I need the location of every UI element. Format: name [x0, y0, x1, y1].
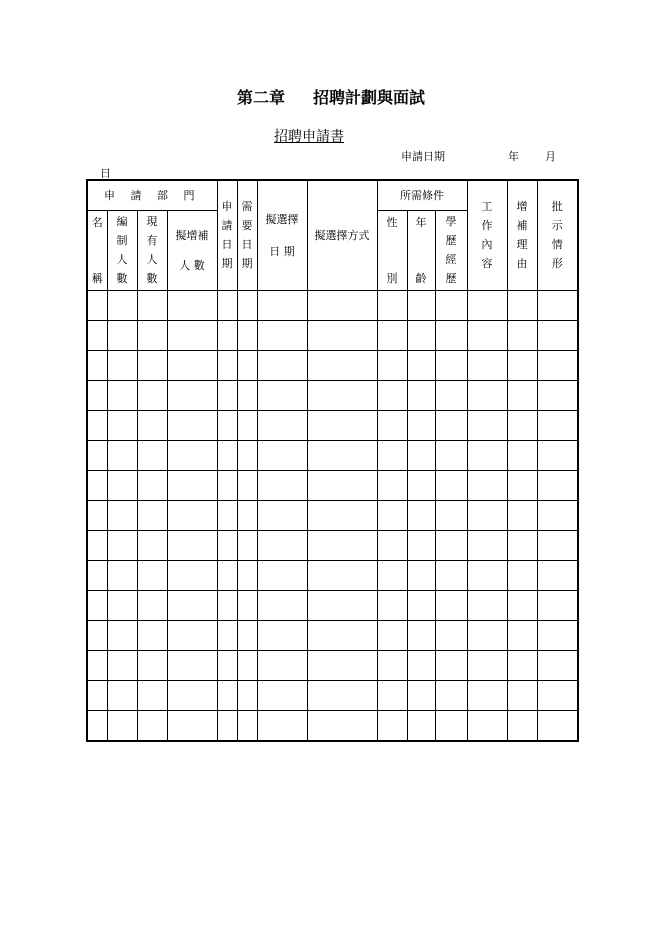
blank-cell[interactable]: [467, 380, 507, 410]
blank-cell[interactable]: [217, 560, 237, 590]
blank-rows: [87, 290, 578, 741]
sex-bottom: 別: [386, 272, 398, 285]
blank-cell[interactable]: [87, 470, 107, 500]
blank-cell[interactable]: [237, 320, 257, 350]
age-top: 年: [415, 216, 427, 229]
blank-cell[interactable]: [107, 410, 137, 440]
blank-cell[interactable]: [435, 530, 467, 560]
blank-cell[interactable]: [537, 350, 578, 380]
blank-cell[interactable]: [435, 410, 467, 440]
blank-cell[interactable]: [237, 410, 257, 440]
blank-cell[interactable]: [507, 710, 537, 741]
blank-cell[interactable]: [87, 500, 107, 530]
reason-char: 由: [516, 257, 528, 271]
table-row: [87, 290, 578, 320]
apply-date-char: 日: [221, 238, 233, 252]
blank-cell[interactable]: [257, 530, 307, 560]
blank-cell[interactable]: [377, 560, 407, 590]
blank-cell[interactable]: [257, 590, 307, 620]
current-char: 人: [146, 253, 158, 266]
name-bottom: 稱: [91, 272, 103, 285]
blank-cell[interactable]: [257, 650, 307, 680]
blank-cell[interactable]: [467, 650, 507, 680]
current-char: 有: [146, 234, 158, 247]
blank-cell[interactable]: [435, 710, 467, 741]
sex-header: [377, 210, 407, 290]
select-date-top: 擬選擇: [265, 213, 299, 227]
work-char: 容: [481, 257, 493, 271]
blank-cell[interactable]: [377, 620, 407, 650]
blank-cell[interactable]: [507, 320, 537, 350]
add-count-bottom: 人 數: [179, 259, 205, 272]
blank-cell[interactable]: [407, 710, 435, 741]
blank-cell[interactable]: [537, 590, 578, 620]
blank-cell[interactable]: [407, 410, 435, 440]
blank-cell[interactable]: [407, 470, 435, 500]
reason-char: 補: [516, 219, 528, 233]
blank-cell[interactable]: [507, 350, 537, 380]
blank-cell[interactable]: [217, 380, 237, 410]
blank-cell[interactable]: [537, 530, 578, 560]
blank-cell[interactable]: [407, 620, 435, 650]
table-row: [87, 470, 578, 500]
edu-char: 經: [445, 253, 457, 266]
blank-cell[interactable]: [435, 560, 467, 590]
reason-char: 理: [516, 238, 528, 252]
blank-cell[interactable]: [87, 560, 107, 590]
current-header: [137, 210, 167, 290]
education-header: [435, 210, 467, 290]
blank-cell[interactable]: [237, 710, 257, 741]
blank-cell[interactable]: [167, 590, 217, 620]
blank-cell[interactable]: [217, 410, 237, 440]
blank-cell[interactable]: [107, 620, 137, 650]
blank-cell[interactable]: [307, 350, 377, 380]
table-row: [87, 500, 578, 530]
blank-cell[interactable]: [167, 470, 217, 500]
quota-char: 數: [116, 272, 128, 285]
blank-cell[interactable]: [507, 410, 537, 440]
blank-cell[interactable]: [167, 350, 217, 380]
blank-cell[interactable]: [137, 590, 167, 620]
blank-cell[interactable]: [407, 590, 435, 620]
blank-cell[interactable]: [407, 560, 435, 590]
current-char: 現: [146, 215, 158, 228]
name-top: 名: [91, 216, 103, 229]
chapter-heading: [0, 85, 662, 108]
blank-cell[interactable]: [107, 290, 137, 320]
blank-cell[interactable]: [87, 350, 107, 380]
blank-cell[interactable]: [217, 440, 237, 470]
blank-cell[interactable]: [107, 680, 137, 710]
blank-cell[interactable]: [307, 620, 377, 650]
blank-cell[interactable]: [257, 470, 307, 500]
quota-char: 編: [116, 215, 128, 228]
blank-cell[interactable]: [137, 530, 167, 560]
blank-cell[interactable]: [435, 320, 467, 350]
blank-cell[interactable]: [87, 680, 107, 710]
blank-cell[interactable]: [217, 650, 237, 680]
blank-cell[interactable]: [107, 590, 137, 620]
blank-cell[interactable]: [167, 380, 217, 410]
table-row: [87, 590, 578, 620]
blank-cell[interactable]: [167, 290, 217, 320]
blank-cell[interactable]: [377, 500, 407, 530]
blank-cell[interactable]: [307, 290, 377, 320]
blank-cell[interactable]: [137, 710, 167, 741]
dept-group-header: 申 請 部 門: [87, 180, 217, 210]
blank-cell[interactable]: [237, 290, 257, 320]
blank-cell[interactable]: [435, 350, 467, 380]
chapter-number: 第二章: [236, 88, 285, 107]
need-date-char: 要: [241, 219, 253, 233]
table-row: [87, 350, 578, 380]
blank-cell[interactable]: [257, 560, 307, 590]
blank-cell[interactable]: [107, 470, 137, 500]
blank-cell[interactable]: [257, 410, 307, 440]
blank-cell[interactable]: [407, 530, 435, 560]
blank-cell[interactable]: [377, 320, 407, 350]
table-row: [87, 680, 578, 710]
blank-cell[interactable]: [307, 320, 377, 350]
blank-cell[interactable]: [87, 620, 107, 650]
blank-cell[interactable]: [167, 410, 217, 440]
blank-cell[interactable]: [257, 680, 307, 710]
blank-cell[interactable]: [167, 440, 217, 470]
blank-cell[interactable]: [377, 680, 407, 710]
blank-cell[interactable]: [307, 590, 377, 620]
blank-cell[interactable]: [377, 440, 407, 470]
blank-cell[interactable]: [107, 320, 137, 350]
blank-cell[interactable]: [107, 500, 137, 530]
blank-cell[interactable]: [167, 500, 217, 530]
blank-cell[interactable]: [217, 320, 237, 350]
blank-cell[interactable]: [167, 560, 217, 590]
blank-cell[interactable]: [217, 590, 237, 620]
blank-cell[interactable]: [407, 290, 435, 320]
blank-cell[interactable]: [467, 560, 507, 590]
need-date-char: 日: [241, 238, 253, 252]
blank-cell[interactable]: [377, 590, 407, 620]
work-char: 工: [481, 200, 493, 214]
blank-cell[interactable]: [537, 620, 578, 650]
blank-cell[interactable]: [377, 410, 407, 440]
blank-cell[interactable]: [137, 560, 167, 590]
blank-cell[interactable]: [467, 530, 507, 560]
blank-cell[interactable]: [87, 290, 107, 320]
blank-cell[interactable]: [217, 620, 237, 650]
required-group-header: 所需條件: [377, 180, 467, 210]
spacer: [168, 243, 217, 257]
approval-char: 批: [551, 200, 563, 214]
recruitment-request-table: [86, 179, 579, 742]
apply-date-label: 申請日期: [401, 150, 445, 163]
blank-cell[interactable]: [507, 680, 537, 710]
blank-cell[interactable]: [435, 590, 467, 620]
blank-cell[interactable]: [137, 650, 167, 680]
work-content-header: [467, 180, 507, 290]
date-year-label: 年: [508, 150, 519, 163]
need-date-char: 期: [241, 257, 253, 271]
add-count-top: 擬增補: [175, 229, 209, 242]
blank-cell[interactable]: [167, 530, 217, 560]
blank-cell[interactable]: [307, 440, 377, 470]
edu-char: 歷: [445, 272, 457, 285]
blank-cell[interactable]: [467, 620, 507, 650]
blank-cell[interactable]: [435, 290, 467, 320]
select-date-header: [257, 180, 307, 290]
blank-cell[interactable]: [377, 710, 407, 741]
name-header: [87, 210, 107, 290]
blank-cell[interactable]: [537, 380, 578, 410]
blank-cell[interactable]: [107, 530, 137, 560]
blank-cell[interactable]: [107, 560, 137, 590]
blank-cell[interactable]: [377, 380, 407, 410]
select-date-bottom: 日 期: [269, 245, 295, 259]
blank-cell[interactable]: [137, 470, 167, 500]
blank-cell[interactable]: [407, 500, 435, 530]
blank-cell[interactable]: [107, 440, 137, 470]
blank-cell[interactable]: [137, 350, 167, 380]
blank-cell[interactable]: [467, 680, 507, 710]
blank-cell[interactable]: [307, 530, 377, 560]
blank-cell[interactable]: [507, 440, 537, 470]
blank-cell[interactable]: [87, 590, 107, 620]
blank-cell[interactable]: [167, 710, 217, 741]
table-row: [87, 710, 578, 741]
blank-cell[interactable]: [137, 290, 167, 320]
need-date-header: [237, 180, 257, 290]
blank-cell[interactable]: [467, 470, 507, 500]
header-row-1: [87, 180, 578, 210]
age-bottom: 齡: [415, 272, 427, 285]
blank-cell[interactable]: [377, 290, 407, 320]
table-row: [87, 380, 578, 410]
blank-cell[interactable]: [107, 650, 137, 680]
table-row: [87, 530, 578, 560]
blank-cell[interactable]: [377, 470, 407, 500]
edu-char: 歷: [445, 234, 457, 247]
age-header: [407, 210, 435, 290]
blank-cell[interactable]: [217, 530, 237, 560]
table-row: [87, 320, 578, 350]
blank-cell[interactable]: [537, 410, 578, 440]
quota-header: [107, 210, 137, 290]
blank-cell[interactable]: [435, 620, 467, 650]
blank-cell[interactable]: [507, 530, 537, 560]
blank-cell[interactable]: [435, 380, 467, 410]
current-char: 數: [146, 272, 158, 285]
blank-cell[interactable]: [217, 290, 237, 320]
blank-cell[interactable]: [467, 440, 507, 470]
blank-cell[interactable]: [377, 530, 407, 560]
blank-cell[interactable]: [137, 440, 167, 470]
blank-cell[interactable]: [217, 680, 237, 710]
blank-cell[interactable]: [537, 440, 578, 470]
table-row: [87, 560, 578, 590]
quota-char: 人: [116, 253, 128, 266]
work-char: 作: [481, 219, 493, 233]
date-month-label: 月: [545, 150, 556, 163]
blank-cell[interactable]: [467, 290, 507, 320]
blank-cell[interactable]: [507, 620, 537, 650]
blank-cell[interactable]: [407, 320, 435, 350]
apply-date-header: [217, 180, 237, 290]
blank-cell[interactable]: [237, 590, 257, 620]
blank-cell[interactable]: [537, 680, 578, 710]
blank-cell[interactable]: [137, 620, 167, 650]
blank-cell[interactable]: [257, 500, 307, 530]
add-count-header: [167, 210, 217, 290]
blank-cell[interactable]: [167, 320, 217, 350]
blank-cell[interactable]: [307, 680, 377, 710]
blank-cell[interactable]: [435, 500, 467, 530]
blank-cell[interactable]: [407, 350, 435, 380]
approval-header: [537, 180, 578, 290]
blank-cell[interactable]: [507, 290, 537, 320]
blank-cell[interactable]: [407, 650, 435, 680]
apply-date-char: 期: [221, 257, 233, 271]
blank-cell[interactable]: [507, 560, 537, 590]
apply-date-char: 請: [221, 219, 233, 233]
blank-cell[interactable]: [507, 470, 537, 500]
edu-char: 學: [445, 215, 457, 228]
table-row: [87, 620, 578, 650]
blank-cell[interactable]: [377, 350, 407, 380]
approval-char: 示: [551, 219, 563, 233]
apply-date-char: 申: [221, 200, 233, 214]
need-date-char: 需: [241, 200, 253, 214]
form-title: 招聘申請書: [274, 129, 344, 145]
reason-char: 增: [516, 200, 528, 214]
table-row: [87, 410, 578, 440]
blank-cell[interactable]: [407, 680, 435, 710]
blank-cell[interactable]: [87, 440, 107, 470]
sex-top: 性: [386, 216, 398, 229]
blank-cell[interactable]: [537, 560, 578, 590]
spacer: [258, 227, 307, 243]
blank-cell[interactable]: [167, 680, 217, 710]
table-row: [87, 440, 578, 470]
blank-cell[interactable]: [307, 410, 377, 440]
blank-cell[interactable]: [307, 650, 377, 680]
blank-cell[interactable]: [467, 500, 507, 530]
blank-cell[interactable]: [435, 680, 467, 710]
blank-cell[interactable]: [507, 500, 537, 530]
blank-cell[interactable]: [137, 500, 167, 530]
blank-cell[interactable]: [537, 650, 578, 680]
work-char: 內: [481, 238, 493, 252]
blank-cell[interactable]: [87, 320, 107, 350]
blank-cell[interactable]: [237, 500, 257, 530]
date-day-label: 日: [100, 167, 111, 180]
blank-cell[interactable]: [537, 500, 578, 530]
quota-char: 制: [116, 234, 128, 247]
blank-cell[interactable]: [217, 500, 237, 530]
blank-cell[interactable]: [237, 680, 257, 710]
blank-cell[interactable]: [107, 350, 137, 380]
approval-char: 情: [551, 238, 563, 252]
blank-cell[interactable]: [257, 440, 307, 470]
blank-cell[interactable]: [435, 650, 467, 680]
blank-cell[interactable]: [467, 710, 507, 741]
blank-cell[interactable]: [137, 320, 167, 350]
blank-cell[interactable]: [167, 620, 217, 650]
blank-cell[interactable]: [507, 590, 537, 620]
blank-cell[interactable]: [217, 710, 237, 741]
blank-cell[interactable]: [257, 350, 307, 380]
blank-cell[interactable]: [107, 710, 137, 741]
blank-cell[interactable]: [537, 710, 578, 741]
blank-cell[interactable]: [167, 650, 217, 680]
blank-cell[interactable]: [435, 470, 467, 500]
blank-cell[interactable]: [307, 470, 377, 500]
blank-cell[interactable]: [537, 290, 578, 320]
blank-cell[interactable]: [507, 380, 537, 410]
blank-cell[interactable]: [537, 320, 578, 350]
table-row: [87, 650, 578, 680]
blank-cell[interactable]: [307, 710, 377, 741]
blank-cell[interactable]: [87, 650, 107, 680]
blank-cell[interactable]: [137, 380, 167, 410]
approval-char: 形: [551, 257, 563, 271]
blank-cell[interactable]: [237, 650, 257, 680]
blank-cell[interactable]: [237, 560, 257, 590]
blank-cell[interactable]: [217, 470, 237, 500]
blank-cell[interactable]: [257, 710, 307, 741]
blank-cell[interactable]: [257, 380, 307, 410]
blank-cell[interactable]: [407, 440, 435, 470]
blank-cell[interactable]: [237, 380, 257, 410]
blank-cell[interactable]: [467, 590, 507, 620]
blank-cell[interactable]: [257, 320, 307, 350]
chapter-title: 招聘計劃與面試: [313, 88, 426, 107]
blank-cell[interactable]: [237, 530, 257, 560]
blank-cell[interactable]: [467, 410, 507, 440]
blank-cell[interactable]: [237, 470, 257, 500]
blank-cell[interactable]: [87, 380, 107, 410]
blank-cell[interactable]: [537, 470, 578, 500]
blank-cell[interactable]: [307, 560, 377, 590]
blank-cell[interactable]: [435, 440, 467, 470]
blank-cell[interactable]: [87, 530, 107, 560]
blank-cell[interactable]: [87, 710, 107, 741]
blank-cell[interactable]: [407, 380, 435, 410]
blank-cell[interactable]: [467, 320, 507, 350]
blank-cell[interactable]: [107, 380, 137, 410]
blank-cell[interactable]: [237, 440, 257, 470]
blank-cell[interactable]: [467, 350, 507, 380]
blank-cell[interactable]: [237, 620, 257, 650]
blank-cell[interactable]: [257, 620, 307, 650]
blank-cell[interactable]: [137, 410, 167, 440]
blank-cell[interactable]: [307, 500, 377, 530]
blank-cell[interactable]: [87, 410, 107, 440]
blank-cell[interactable]: [217, 350, 237, 380]
blank-cell[interactable]: [307, 380, 377, 410]
reason-header: [507, 180, 537, 290]
select-method-header: 擬選擇方式: [307, 180, 377, 290]
blank-cell[interactable]: [237, 350, 257, 380]
blank-cell[interactable]: [257, 290, 307, 320]
blank-cell[interactable]: [507, 650, 537, 680]
blank-cell[interactable]: [377, 650, 407, 680]
blank-cell[interactable]: [137, 680, 167, 710]
